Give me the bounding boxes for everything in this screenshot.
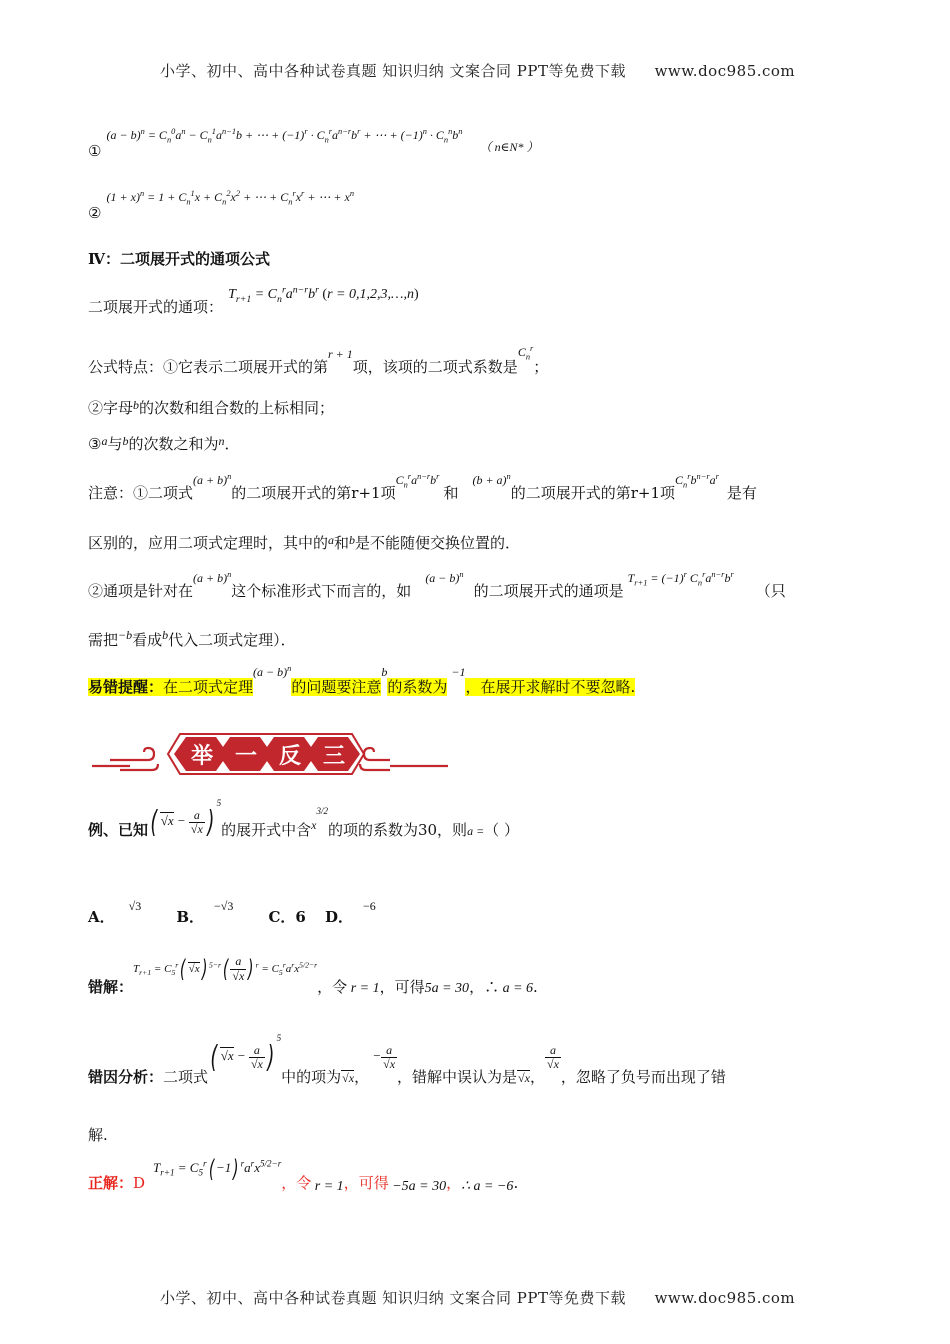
warning-a: 在二项式定理 <box>163 678 254 696</box>
point3-post: 的次数之和为 <box>128 435 219 453</box>
analysis-a: 二项式 <box>163 1068 209 1087</box>
correct-a: ，令 <box>281 1173 312 1192</box>
correct-b: ，可得 <box>343 1173 389 1192</box>
wrong-tail-b: ，可得 <box>379 977 425 996</box>
feature-line: 公式特点：①它表示二项展开式的第r + 1项，该项的二项式系数是$^{C_n^r}$； <box>88 344 549 376</box>
point3-end: ． <box>224 435 240 453</box>
note2-line2-c: 代入二项式定理）． <box>168 631 296 649</box>
option-b-label[interactable]: B． <box>176 908 205 926</box>
footer-text: 小学、初中、高中各种试卷真题 知识归纳 文案合同 PPT等免费下载 <box>160 1289 626 1307</box>
example-post: 的项的系数为30，则 <box>327 821 468 840</box>
warning-d: ，在展开求解时不要忽略. <box>465 678 636 696</box>
note2-line2-b: 看成 <box>132 631 163 649</box>
note-1: 注意：①二项式$(a + b)^n$的二项展开式的第r+1项$C_n^ra^{n-r}b^r$和$(b + a)^n$的二项展开式的第r+1项$C_n^rb^{n-r}a^r$是有 <box>88 472 757 502</box>
formula-1-condition: n∈N* <box>494 140 524 154</box>
note1-line2-b: 和 <box>334 534 350 552</box>
formula-2: ② $(1 + x)^n = 1 + C_n^1x + C_n^2x^2$ + ⋯ + $C_n^rx^r$ + ⋯ + $x^n$ <box>88 189 355 222</box>
wrong-tail-c: ，∴ <box>469 977 500 996</box>
formula-1: ① $(a - b)^n = C_n^0a^n - C_n^1a^{n-1}b$ + ⋯ + $(-1)^r \cdot C_n^ra^{n-r}b^r$ + ⋯ + $(-1)^n \cdot C_n^nb^n$ $_{( n\in N* )}$ <box>88 127 539 160</box>
section-title: Ⅳ：二项展开式的通项公式 <box>88 250 271 268</box>
note2-line2-a: 需把 <box>88 631 119 649</box>
footer-url[interactable]: www.doc985.com <box>654 1289 796 1307</box>
header-url[interactable]: www.doc985.com <box>654 62 796 80</box>
note1-e: 是有 <box>726 484 757 502</box>
banner-char-1: 举 <box>191 744 214 769</box>
formula-1-number: ① <box>88 142 102 160</box>
example-question: 例、已知( √x − $\frac{a}{√x}$ )$^5$的展开式中含$_{x^{3/2}}$的项的系数为30，则$_{a =}$（ ） <box>88 798 519 840</box>
option-a-value[interactable]: √3 <box>128 899 142 913</box>
option-b-value[interactable]: −√3 <box>214 899 234 913</box>
option-d-label[interactable]: D． <box>324 908 353 926</box>
analysis-b: 中的项为 <box>281 1068 342 1087</box>
note1-line2-c: 是不能随便交换位置的． <box>355 534 521 552</box>
note1-a: 注意：①二项式 <box>88 484 194 502</box>
note1-line2-a: 区别的，应用二项式定理时，其中的 <box>88 534 329 552</box>
point2-pre: ②字母 <box>88 399 134 417</box>
wrong-label: 错解： <box>88 977 134 996</box>
wrong-solution: 错解：$T_{r+1} = C_5^r$( √x) $^{5-r}$( $\frac{a}{√x}$ ) $^r = C_5^ra^rx^{5/2-r}$，令 r = 1，可得5a = 30，∴ a = 6. <box>88 954 538 996</box>
correct-c: ， <box>446 1173 462 1192</box>
note2-c: 的二项展开式的通项是 <box>473 582 624 600</box>
correct-answer: D <box>133 1173 146 1192</box>
example-bracket: （ ） <box>484 821 519 840</box>
warning-b: 的问题要注意 <box>291 678 382 696</box>
feature-point-3: ③$^a$与$^b$的次数之和为$^n$． <box>88 434 240 453</box>
option-c-label[interactable]: C．6 <box>268 908 306 926</box>
correct-label: 正解： <box>88 1173 134 1192</box>
feature-prefix: 公式特点：①它表示二项展开式的第 <box>88 358 329 376</box>
answer-options <box>88 894 376 926</box>
feature-point-2: ②字母$^b$的次数和组合数的上标相同； <box>88 398 335 417</box>
example-label: 例、已知 <box>88 821 149 840</box>
banner-char-4: 三 <box>323 744 346 769</box>
general-term-formula: $T_{r+1} = C_n^ra^{n-r}b^r$ (r = 0,1,2,3,…,n) <box>228 284 419 305</box>
note2-a: ②通项是针对在 <box>88 582 194 600</box>
general-term-label: 二项展开式的通项： <box>88 298 224 316</box>
point3-mid: 与 <box>107 435 123 453</box>
correct-solution: 正解：$DT_{r+1} = C_5^r( -1)$ $^ra^rx^{5/2-r}$，令 r = 1，可得 −5a = 30，∴ a = −6. <box>88 1155 519 1194</box>
formula-2-number: ② <box>88 204 102 222</box>
feature-mid: 项，该项的二项式系数是 <box>352 358 518 376</box>
page-footer <box>160 1287 795 1308</box>
banner-decoration <box>90 722 450 784</box>
header-text: 小学、初中、高中各种试卷真题 知识归纳 文案合同 PPT等免费下载 <box>160 62 626 80</box>
general-term-line <box>88 282 419 316</box>
warning-label: 易错提醒： <box>88 678 164 696</box>
analysis-label: 错因分析： <box>88 1068 164 1087</box>
note2-b: 这个标准形式下而言的，如 <box>231 582 412 600</box>
page-header <box>160 60 795 81</box>
point2-post: 的次数和组合数的上标相同； <box>139 399 335 417</box>
option-d-value[interactable]: −6 <box>362 899 376 913</box>
note-2-line-2: 需把$^{-b}$看成$^b$代入二项式定理）． <box>88 628 296 649</box>
error-analysis: 错因分析：二项式( √x − $\frac{a}{√x}$ )$^5$中的项为$_{√x}$， − $\frac{a}{√x}$ ，错解中误认为是$_{√x}$， $\frac{a}{√x}$ ，忽略了负号而出现了错 <box>88 1033 726 1087</box>
banner-char-2: 一 <box>235 744 258 769</box>
point3-pre: ③ <box>88 435 102 453</box>
analysis-line-2: 解. <box>88 1126 108 1144</box>
note-2: ②通项是针对在$(a + b)^n$这个标准形式下而言的，如$(a - b)^n$的二项展开式的通项是$T_{r+1} = (-1)^r$ $C_n^ra^{n-r}b^r$（只 <box>88 570 786 600</box>
banner-char-3: 反 <box>279 744 302 769</box>
analysis-c: ，错解中误认为是 <box>397 1068 518 1087</box>
note1-d: 的二项展开式的第r+1项 <box>510 484 676 502</box>
note-1-line-2: 区别的，应用二项式定理时，其中的$^a$和$^b$是不能随便交换位置的． <box>88 533 521 552</box>
note1-c: 和 <box>443 484 459 502</box>
feature-end: ； <box>533 358 549 376</box>
wrong-tail-a: ，令 <box>317 977 348 996</box>
option-a-label[interactable]: A． <box>88 908 115 926</box>
note2-d: （只 <box>755 582 786 600</box>
warning-c: 的系数为 <box>387 678 448 696</box>
warning-line: 易错提醒：在二项式定理$(a - b)^n$的问题要注意b的系数为−1，在展开求解时不要忽略. <box>88 664 636 696</box>
section-banner <box>90 722 450 784</box>
analysis-d: ，忽略了负号而出现了错 <box>560 1068 726 1087</box>
note1-b: 的二项展开式的第r+1项 <box>231 484 396 502</box>
example-mid: 的展开式中含 <box>221 821 312 840</box>
